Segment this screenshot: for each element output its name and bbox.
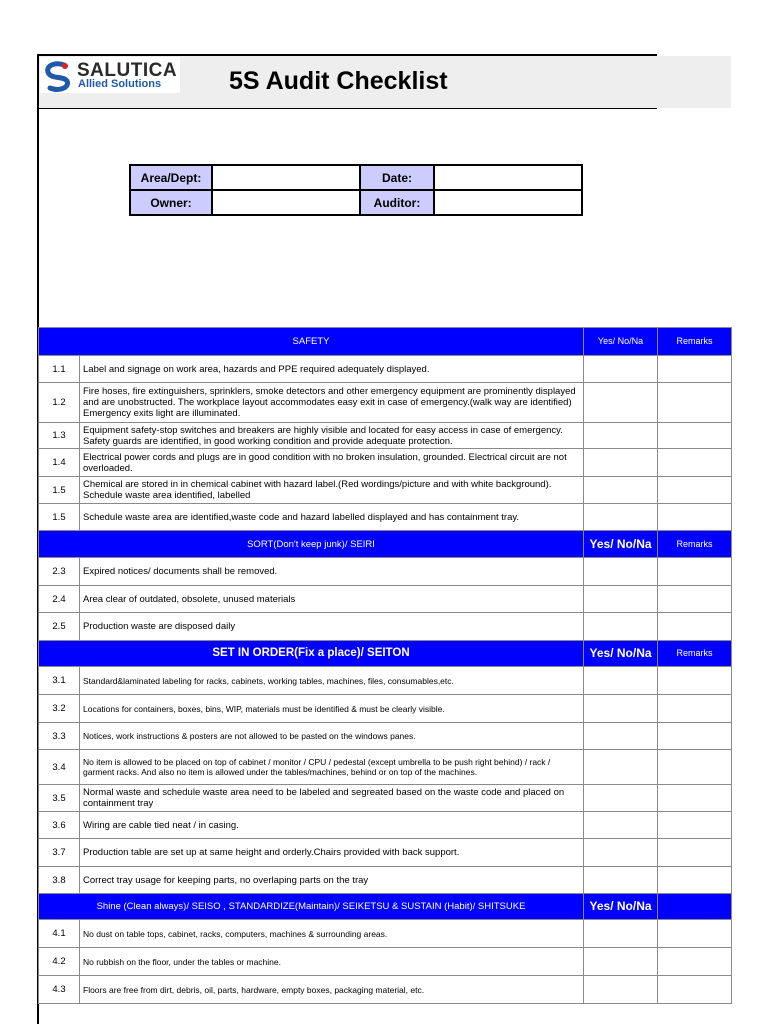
brand-tagline: Allied Solutions [78,78,162,90]
item-number: 4.2 [39,948,80,976]
remarks-cell[interactable] [658,449,732,477]
checklist-row [39,867,732,894]
checklist-row [39,613,732,641]
remarks-cell[interactable] [658,812,732,839]
item-number: 3.7 [39,839,80,867]
checklist-body [39,328,732,1004]
item-description: Expired notices/ documents shall be removed. [80,558,584,586]
item-number: 1.1 [39,356,80,383]
yes-no-na-cell[interactable] [584,423,658,449]
item-number: 1.2 [39,383,80,423]
section-title: SORT(Don't keep junk)/ SEIRI [39,531,584,558]
checklist-row [39,750,732,785]
header-divider [39,108,657,109]
section-remarks-header: Remarks [658,531,732,558]
item-number: 3.4 [39,750,80,785]
remarks-cell[interactable] [658,613,732,641]
owner-field[interactable] [212,190,360,215]
date-field[interactable] [434,165,582,190]
yes-no-na-cell[interactable] [584,839,658,867]
logo-swirl-icon [40,59,74,93]
item-description: Standard&laminated labeling for racks, cabinets, working tables, machines, files, consumables,etc. [80,667,584,695]
checklist-row [39,723,732,750]
section-remarks-header [658,894,732,920]
area-label: Area/Dept: [130,165,212,190]
auditor-field[interactable] [434,190,582,215]
item-number: 1.5 [39,477,80,504]
yes-no-na-cell[interactable] [584,477,658,504]
yes-no-na-cell[interactable] [584,504,658,531]
yes-no-na-cell[interactable] [584,356,658,383]
checklist-row [39,976,732,1004]
checklist-row [39,948,732,976]
item-number: 3.6 [39,812,80,839]
item-description: Label and signage on work area, hazards and PPE required adequately displayed. [80,356,584,383]
remarks-cell[interactable] [658,750,732,785]
item-number: 1.3 [39,423,80,449]
brand-name: SALUTICA [77,60,178,81]
yes-no-na-cell[interactable] [584,723,658,750]
remarks-cell[interactable] [658,695,732,723]
checklist-row [39,449,732,477]
item-number: 2.4 [39,586,80,613]
yes-no-na-cell[interactable] [584,948,658,976]
item-description: Notices, work instructions & posters are not allowed to be pasted on the windows panes. [80,723,584,750]
item-description: Fire hoses, fire extinguishers, sprinklers, smoke detectors and other emergency equipment are prominently displayed and are unobstructed. The workplace layout accommodates easy exit in case of emergency.(walk way are identified) Emergency exits light are illuminated. [80,383,584,423]
remarks-cell[interactable] [658,723,732,750]
item-number: 3.5 [39,785,80,812]
item-description: Floors are free from dirt, debris, oil, parts, hardware, empty boxes, packaging material, etc. [80,976,584,1004]
checklist-row [39,477,732,504]
remarks-cell[interactable] [658,976,732,1004]
checklist-row [39,383,732,423]
remarks-cell[interactable] [658,423,732,449]
checklist-row [39,586,732,613]
item-description: Correct tray usage for keeping parts, no overlaping parts on the tray [80,867,584,894]
section-yes-no-na-header: Yes/ No/Na [584,894,658,920]
remarks-cell[interactable] [658,504,732,531]
remarks-cell[interactable] [658,667,732,695]
remarks-cell[interactable] [658,558,732,586]
section-remarks-header: Remarks [658,328,732,356]
section-remarks-header: Remarks [658,641,732,667]
checklist-row [39,839,732,867]
brand-logo [40,57,180,93]
yes-no-na-cell[interactable] [584,558,658,586]
yes-no-na-cell[interactable] [584,976,658,1004]
yes-no-na-cell[interactable] [584,449,658,477]
yes-no-na-cell[interactable] [584,750,658,785]
yes-no-na-cell[interactable] [584,695,658,723]
yes-no-na-cell[interactable] [584,867,658,894]
checklist-row [39,423,732,449]
owner-label: Owner: [130,190,212,215]
checklist-row [39,920,732,948]
item-description: Production waste are disposed daily [80,613,584,641]
checklist-row [39,356,732,383]
remarks-cell[interactable] [658,586,732,613]
section-header-row [39,894,732,920]
item-number: 3.2 [39,695,80,723]
item-number: 4.3 [39,976,80,1004]
item-number: 3.1 [39,667,80,695]
item-description: Area clear of outdated, obsolete, unused materials [80,586,584,613]
remarks-cell[interactable] [658,948,732,976]
section-header-row [39,531,732,558]
section-yes-no-na-header: Yes/ No/Na [584,328,658,356]
item-description: No item is allowed to be placed on top of cabinet / monitor / CPU / pedestal (except umbrella to be push right behind) / rack / garment racks. And also no item is allowed under the tables/machines, behind or on top of the machines. [80,750,584,785]
frame-top-border [37,54,657,56]
remarks-cell[interactable] [658,383,732,423]
item-description: Chemical are stored in in chemical cabinet with hazard label.(Red wordings/picture and with white background). Schedule waste area identified, labelled [80,477,584,504]
item-number: 2.5 [39,613,80,641]
yes-no-na-cell[interactable] [584,920,658,948]
section-yes-no-na-header: Yes/ No/Na [584,531,658,558]
remarks-cell[interactable] [658,477,732,504]
section-title: SAFETY [39,328,584,356]
checklist-row [39,667,732,695]
checklist-row [39,785,732,812]
date-label: Date: [360,165,434,190]
item-description: Schedule waste area are identified,waste code and hazard labelled displayed and has containment tray. [80,504,584,531]
remarks-cell[interactable] [658,839,732,867]
checklist-row [39,812,732,839]
item-number: 1.5 [39,504,80,531]
remarks-cell[interactable] [658,356,732,383]
remarks-cell[interactable] [658,867,732,894]
yes-no-na-cell[interactable] [584,812,658,839]
audit-info-table [129,164,583,216]
checklist-row [39,695,732,723]
item-number: 3.3 [39,723,80,750]
item-description: Locations for containers, boxes, bins, WIP, materials must be identified & must be clearly visible. [80,695,584,723]
remarks-cell[interactable] [658,920,732,948]
auditor-label: Auditor: [360,190,434,215]
section-title: SET IN ORDER(Fix a place)/ SEITON [39,641,584,667]
yes-no-na-cell[interactable] [584,586,658,613]
item-number: 2.3 [39,558,80,586]
item-number: 3.8 [39,867,80,894]
item-description: Equipment safety-stop switches and breakers are highly visible and located for easy access in case of emergency. Safety guards are identified, in good working condition and provide adequate protection. [80,423,584,449]
item-number: 4.1 [39,920,80,948]
yes-no-na-cell[interactable] [584,667,658,695]
item-number: 1.4 [39,449,80,477]
item-description: No rubbish on the floor, under the tables or machine. [80,948,584,976]
yes-no-na-cell[interactable] [584,383,658,423]
section-header-row [39,328,732,356]
area-field[interactable] [212,165,360,190]
yes-no-na-cell[interactable] [584,613,658,641]
remarks-cell[interactable] [658,785,732,812]
item-description: Production table are set up at same height and orderly.Chairs provided with back support. [80,839,584,867]
section-title: Shine (Clean always)/ SEISO , STANDARDIZE(Maintain)/ SEIKETSU & SUSTAIN (Habit)/ SHITSUKE [39,894,584,920]
checklist-table [38,327,732,1004]
item-description: Electrical power cords and plugs are in good condition with no broken insulation, grounded. Electrical circuit are not overloaded. [80,449,584,477]
section-header-row [39,641,732,667]
item-description: No dust on table tops, cabinet, racks, computers, machines & surrounding areas. [80,920,584,948]
item-description: Normal waste and schedule waste area need to be labeled and segreated based on the waste code and placed on containment tray [80,785,584,812]
section-yes-no-na-header: Yes/ No/Na [584,641,658,667]
checklist-row [39,504,732,531]
item-description: Wiring are cable tied neat / in casing. [80,812,584,839]
checklist-row [39,558,732,586]
page-title: 5S Audit Checklist [229,67,448,95]
yes-no-na-cell[interactable] [584,785,658,812]
